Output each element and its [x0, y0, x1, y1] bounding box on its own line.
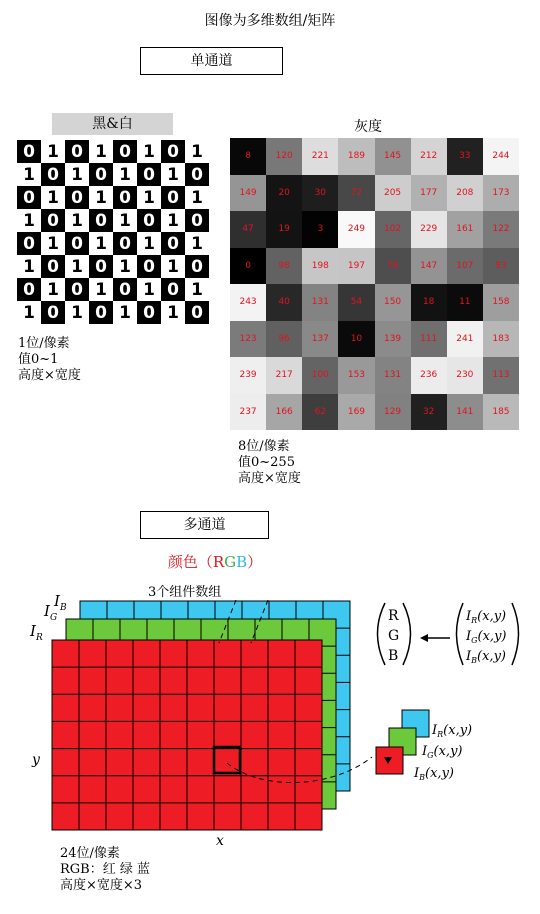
bw-cell: 1	[113, 163, 137, 186]
bw-cell: 0	[65, 232, 89, 255]
bw-cell: 0	[65, 140, 89, 163]
bw-cell: 0	[137, 255, 161, 278]
gray-cell: 120	[266, 138, 302, 175]
gray-note-bits: 8位/像素	[238, 439, 290, 454]
bw-cell: 0	[17, 278, 41, 301]
bw-cell: 1	[41, 278, 65, 301]
gray-cell: 189	[338, 138, 374, 175]
bw-note-bits: 1位/像素	[18, 336, 70, 351]
gray-cell: 147	[411, 248, 447, 285]
gray-cell: 145	[375, 138, 411, 175]
gray-cell: 18	[411, 284, 447, 321]
gray-cell: 237	[230, 394, 266, 431]
gray-cell: 183	[483, 321, 519, 358]
bw-cell: 0	[41, 163, 65, 186]
vector-item-g: $I_G(x,y)$	[466, 629, 507, 645]
vector-item-r: $I_R(x,y)$	[466, 609, 507, 625]
bw-cell: 0	[113, 232, 137, 255]
color-heading	[0, 551, 430, 572]
color-heading-g: G	[224, 553, 237, 571]
gray-cell: 10	[338, 321, 374, 358]
gray-cell: 98	[266, 248, 302, 285]
bw-cell: 0	[113, 186, 137, 209]
gray-cell: 131	[302, 284, 338, 321]
plane-label-b: $I_B$	[54, 592, 67, 613]
red-plane	[52, 640, 322, 830]
gray-cell: 185	[483, 394, 519, 431]
bw-cell: 1	[89, 140, 113, 163]
gray-cell: 107	[447, 248, 483, 285]
gray-cell: 47	[230, 211, 266, 248]
bw-cell: 1	[89, 186, 113, 209]
gray-cell: 249	[338, 211, 374, 248]
pixel-label-r: $I_R(x,y)$	[432, 723, 473, 739]
arrow-head-icon	[420, 634, 428, 642]
gray-cell: 197	[338, 248, 374, 285]
plane-label-g: $I_G$	[44, 602, 58, 623]
gray-notes	[238, 439, 301, 487]
bw-cell: 0	[137, 301, 161, 324]
bw-cell: 0	[89, 209, 113, 232]
gray-cell: 217	[266, 357, 302, 394]
gray-cell: 236	[411, 357, 447, 394]
bw-cell: 0	[161, 232, 185, 255]
gray-cell: 208	[447, 175, 483, 212]
page-title: 图像为多维数组/矩阵	[204, 13, 336, 29]
gray-cell: 33	[447, 138, 483, 175]
gray-cell: 150	[375, 284, 411, 321]
gray-cell: 96	[266, 321, 302, 358]
gray-cell: 212	[411, 138, 447, 175]
vector-letter-r: R	[388, 608, 399, 624]
multi-channel-label: 多通道	[140, 511, 269, 539]
bw-notes	[18, 336, 81, 384]
bw-cell: 0	[65, 186, 89, 209]
bw-cell: 0	[17, 186, 41, 209]
gray-cell: 20	[266, 175, 302, 212]
vector-letter-b: B	[388, 648, 399, 664]
color-heading-paren-close: ）	[247, 553, 263, 571]
gray-cell: 153	[338, 357, 374, 394]
bw-cell: 1	[65, 301, 89, 324]
gray-cell: 32	[411, 394, 447, 431]
bw-cell: 1	[161, 301, 185, 324]
gray-matrix	[230, 138, 519, 430]
array-label: 3个组件数组	[148, 585, 222, 600]
gray-cell: 123	[230, 321, 266, 358]
bw-cell: 1	[185, 278, 209, 301]
bw-cell: 1	[161, 209, 185, 232]
pixel-label-g: $I_G(x,y)$	[422, 744, 463, 760]
bw-cell: 1	[41, 140, 65, 163]
gray-cell: 158	[483, 284, 519, 321]
bw-cell: 1	[41, 186, 65, 209]
gray-cell: 137	[302, 321, 338, 358]
gray-heading: 灰度	[354, 119, 382, 135]
bw-cell: 0	[161, 140, 185, 163]
rgb-note-dims: 高度×宽度×3	[60, 878, 143, 893]
gray-cell: 229	[411, 211, 447, 248]
bw-note-range: 值0~1	[18, 352, 59, 367]
gray-cell: 166	[266, 394, 302, 431]
gray-cell: 161	[447, 211, 483, 248]
bw-cell: 0	[41, 209, 65, 232]
bw-cell: 0	[161, 186, 185, 209]
gray-cell: 239	[230, 357, 266, 394]
bw-cell: 1	[17, 163, 41, 186]
gray-cell: 139	[375, 321, 411, 358]
right-paren-rgb	[403, 603, 411, 665]
gray-cell: 113	[483, 357, 519, 394]
bw-cell: 0	[41, 301, 65, 324]
pixel-label-b: $I_B(x,y)$	[414, 766, 454, 782]
bw-cell: 1	[113, 255, 137, 278]
rgb-notes	[60, 846, 150, 894]
gray-cell: 129	[375, 394, 411, 431]
gray-cell: 241	[447, 321, 483, 358]
gray-cell: 177	[411, 175, 447, 212]
bw-cell: 1	[89, 278, 113, 301]
bw-cell: 0	[185, 301, 209, 324]
gray-cell: 221	[302, 138, 338, 175]
gray-cell: 72	[338, 175, 374, 212]
bw-cell: 0	[113, 140, 137, 163]
single-channel-label: 单通道	[140, 47, 283, 75]
gray-cell: 19	[266, 211, 302, 248]
plane-label-r: $I_R$	[30, 622, 43, 643]
bw-cell: 1	[185, 186, 209, 209]
bw-cell: 1	[65, 209, 89, 232]
bw-cell: 0	[137, 163, 161, 186]
vector-letter-g: G	[388, 628, 400, 644]
bw-cell: 1	[41, 232, 65, 255]
bw-cell: 1	[113, 209, 137, 232]
left-paren-vector	[457, 603, 464, 665]
rgb-note-bits: 24位/像素	[60, 846, 120, 861]
right-paren-vector	[512, 603, 519, 665]
left-paren-rgb	[378, 603, 386, 665]
bw-note-dims: 高度×宽度	[18, 368, 81, 383]
gray-cell: 122	[483, 211, 519, 248]
bw-cell: 0	[185, 163, 209, 186]
color-heading-paren-open: （	[197, 553, 213, 571]
bw-cell: 0	[137, 209, 161, 232]
bw-cell: 0	[17, 140, 41, 163]
bw-cell: 0	[113, 278, 137, 301]
bw-cell: 1	[185, 232, 209, 255]
gray-cell: 205	[375, 175, 411, 212]
bw-cell: 1	[185, 140, 209, 163]
gray-cell: 198	[302, 248, 338, 285]
gray-cell: 149	[230, 175, 266, 212]
bw-cell: 1	[65, 163, 89, 186]
gray-cell: 93	[483, 248, 519, 285]
gray-cell: 78	[375, 248, 411, 285]
bw-cell: 1	[89, 232, 113, 255]
gray-cell: 244	[483, 138, 519, 175]
bw-cell: 1	[113, 301, 137, 324]
gray-cell: 141	[447, 394, 483, 431]
gray-cell: 169	[338, 394, 374, 431]
color-heading-b: B	[236, 553, 248, 571]
bw-cell: 0	[89, 255, 113, 278]
bw-cell: 0	[89, 301, 113, 324]
gray-cell: 11	[447, 284, 483, 321]
bw-cell: 0	[41, 255, 65, 278]
bw-cell: 1	[17, 301, 41, 324]
gray-cell: 230	[447, 357, 483, 394]
gray-cell: 111	[411, 321, 447, 358]
bw-cell: 0	[185, 255, 209, 278]
gray-cell: 3	[302, 211, 338, 248]
gray-cell: 40	[266, 284, 302, 321]
bw-cell: 0	[161, 278, 185, 301]
gray-cell: 102	[375, 211, 411, 248]
gray-cell: 30	[302, 175, 338, 212]
axis-y-label: y	[32, 752, 40, 768]
color-heading-r: R	[212, 553, 225, 571]
gray-cell: 243	[230, 284, 266, 321]
gray-cell: 0	[230, 248, 266, 285]
gray-cell: 54	[338, 284, 374, 321]
bw-cell: 1	[65, 255, 89, 278]
gray-cell: 173	[483, 175, 519, 212]
bw-cell: 0	[185, 209, 209, 232]
bw-cell: 0	[65, 278, 89, 301]
vector-item-b: $I_B(x,y)$	[466, 649, 506, 665]
rgb-note-channels: RGB：红 绿 蓝	[60, 862, 150, 877]
bw-cell: 0	[89, 163, 113, 186]
axis-x-label: x	[216, 833, 224, 849]
bw-cell: 1	[161, 255, 185, 278]
color-heading-prefix: 颜色	[167, 553, 198, 571]
rgb-planes-diagram	[0, 590, 540, 850]
bw-cell: 1	[137, 186, 161, 209]
bw-matrix	[17, 140, 209, 324]
gray-cell: 62	[302, 394, 338, 431]
bw-cell: 1	[137, 140, 161, 163]
bw-cell: 1	[17, 209, 41, 232]
gray-note-range: 值0~255	[238, 455, 295, 470]
bw-cell: 1	[161, 163, 185, 186]
bw-cell: 1	[137, 232, 161, 255]
gray-cell: 131	[375, 357, 411, 394]
bw-cell: 1	[17, 255, 41, 278]
gray-note-dims: 高度×宽度	[238, 471, 301, 486]
bw-cell: 0	[17, 232, 41, 255]
gray-cell: 100	[302, 357, 338, 394]
bw-heading: 黑&白	[52, 113, 173, 135]
bw-cell: 1	[137, 278, 161, 301]
gray-cell: 8	[230, 138, 266, 175]
